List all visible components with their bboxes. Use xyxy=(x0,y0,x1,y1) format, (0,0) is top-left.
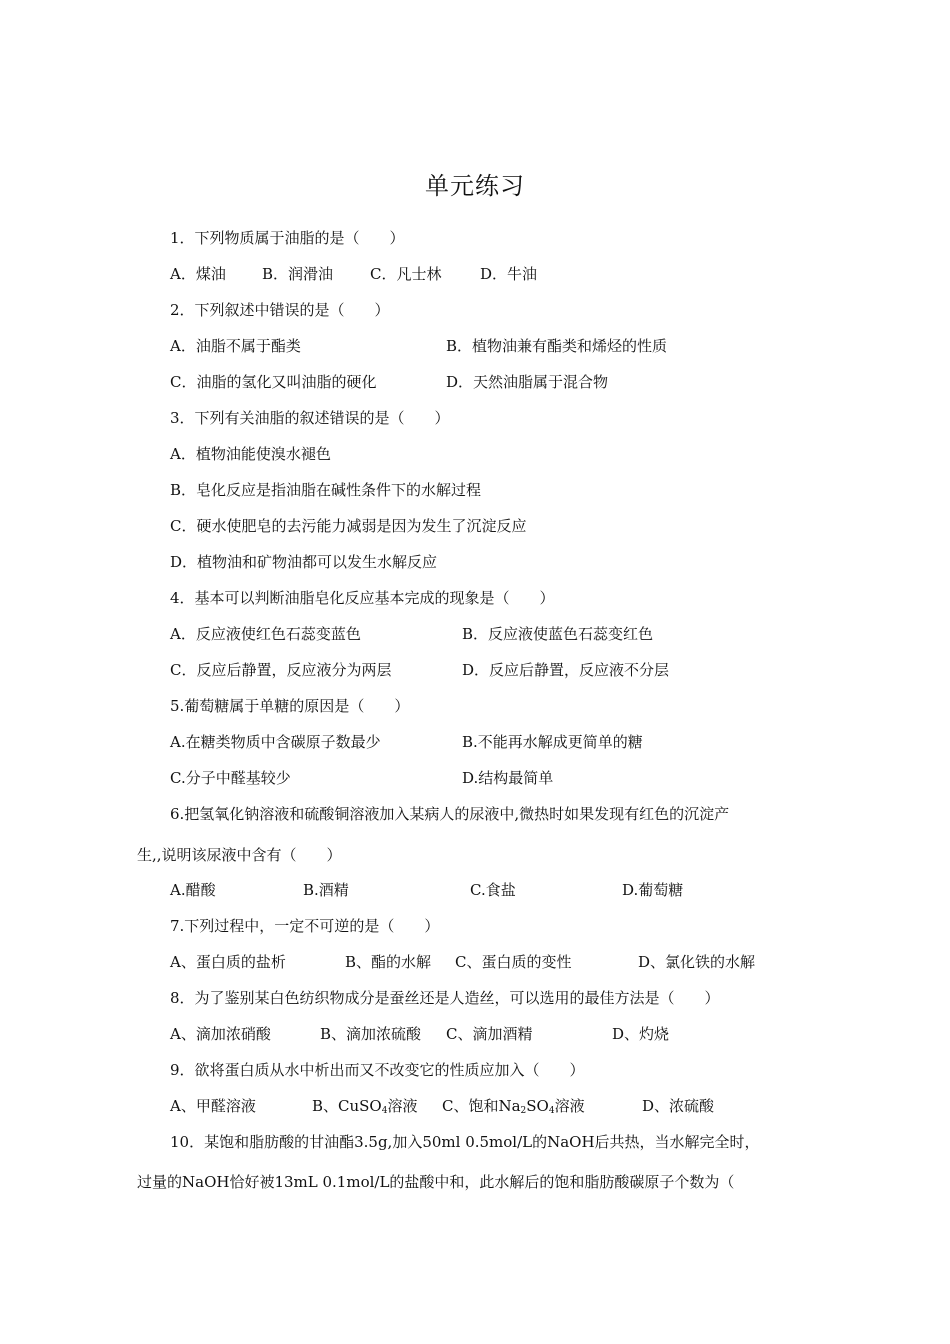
option-a: A、滴加浓硝酸 xyxy=(170,1025,271,1043)
option-c-prefix: C、饱和Na xyxy=(442,1097,521,1115)
question-2-stem: 2．下列叙述中错误的是（ ） xyxy=(170,301,390,319)
option-d: D.结构最简单 xyxy=(462,769,554,787)
subscript: 4 xyxy=(381,1106,388,1116)
option-b: B.不能再水解成更简单的糖 xyxy=(462,733,643,751)
option-a: A.醋酸 xyxy=(170,881,216,899)
option-d: D、灼烧 xyxy=(612,1025,670,1043)
question-4-stem: 4．基本可以判断油脂皂化反应基本完成的现象是（ ） xyxy=(170,589,555,607)
question-10-stem-line1: 10．某饱和脂肪酸的甘油酯3.5g,加入50ml 0.5mol/L的NaOH后共热，当水解完全时， xyxy=(170,1133,760,1151)
option-b: B．润滑油 xyxy=(262,265,334,283)
option-d: D、浓硫酸 xyxy=(642,1097,715,1115)
option-c xyxy=(442,1096,585,1121)
page-title: 单元练习 xyxy=(425,172,525,200)
question-5-stem: 5.葡萄糖属于单糖的原因是（ ） xyxy=(170,697,410,715)
option-d: D、氯化铁的水解 xyxy=(638,953,756,971)
question-6-stem-line2: 生,,说明该尿液中含有（ ） xyxy=(137,846,342,864)
option-b: B.酒精 xyxy=(303,881,349,899)
option-a: A、甲醛溶液 xyxy=(170,1097,256,1115)
option-b-suffix: 溶液 xyxy=(387,1097,418,1115)
question-10-stem-line2: 过量的NaOH恰好被13mL 0.1mol/L的盐酸中和，此水解后的饱和脂肪酸碳原子个数为（ xyxy=(137,1173,735,1191)
option-d: D．反应后静置，反应液不分层 xyxy=(462,661,670,679)
option-a: A.在糖类物质中含碳原子数最少 xyxy=(170,733,381,751)
option-d: D．牛油 xyxy=(480,265,538,283)
option-b: B、滴加浓硫酸 xyxy=(320,1025,422,1043)
question-7-stem: 7.下列过程中，一定不可逆的是（ ） xyxy=(170,917,440,935)
option-c: C、蛋白质的变性 xyxy=(455,953,572,971)
option-c: C．反应后静置，反应液分为两层 xyxy=(170,661,392,679)
subscript: 2 xyxy=(520,1106,527,1116)
option-a: A．油脂不属于酯类 xyxy=(170,337,301,355)
question-3-option-b: B．皂化反应是指油脂在碱性条件下的水解过程 xyxy=(170,481,482,499)
question-3-option-c: C．硬水使肥皂的去污能力减弱是因为发生了沉淀反应 xyxy=(170,517,527,535)
option-c-suffix: 溶液 xyxy=(554,1097,585,1115)
question-1-stem: 1．下列物质属于油脂的是（ ） xyxy=(170,229,405,247)
option-a: A．反应液使红色石蕊变蓝色 xyxy=(170,625,361,643)
question-3-option-d: D．植物油和矿物油都可以发生水解反应 xyxy=(170,553,438,571)
option-d: D．天然油脂属于混合物 xyxy=(446,373,609,391)
option-c: C.分子中醛基较少 xyxy=(170,769,291,787)
option-a: A、蛋白质的盐析 xyxy=(170,953,286,971)
option-d: D.葡萄糖 xyxy=(622,881,684,899)
option-c: C.食盐 xyxy=(470,881,516,899)
subscript: 4 xyxy=(548,1106,555,1116)
option-c: C．油脂的氢化又叫油脂的硬化 xyxy=(170,373,377,391)
option-a: A．煤油 xyxy=(170,265,226,283)
option-b: B、酯的水解 xyxy=(345,953,432,971)
option-b xyxy=(312,1096,417,1121)
question-9-stem: 9．欲将蛋白质从水中析出而又不改变它的性质应加入（ ） xyxy=(170,1061,585,1079)
option-b-prefix: B、CuSO xyxy=(312,1097,382,1115)
question-3-stem: 3．下列有关油脂的叙述错误的是（ ） xyxy=(170,409,450,427)
option-c-middle: SO xyxy=(526,1097,549,1115)
question-3-option-a: A．植物油能使溴水褪色 xyxy=(170,445,331,463)
option-c: C．凡士林 xyxy=(370,265,442,283)
option-b: B．植物油兼有酯类和烯烃的性质 xyxy=(446,337,668,355)
option-b: B．反应液使蓝色石蕊变红色 xyxy=(462,625,654,643)
question-6-stem-line1: 6.把氢氧化钠溶液和硫酸铜溶液加入某病人的尿液中,微热时如果发现有红色的沉淀产 xyxy=(170,805,730,823)
question-8-stem: 8．为了鉴别某白色纺织物成分是蚕丝还是人造丝，可以选用的最佳方法是（ ） xyxy=(170,989,720,1007)
option-c: C、滴加酒精 xyxy=(446,1025,533,1043)
